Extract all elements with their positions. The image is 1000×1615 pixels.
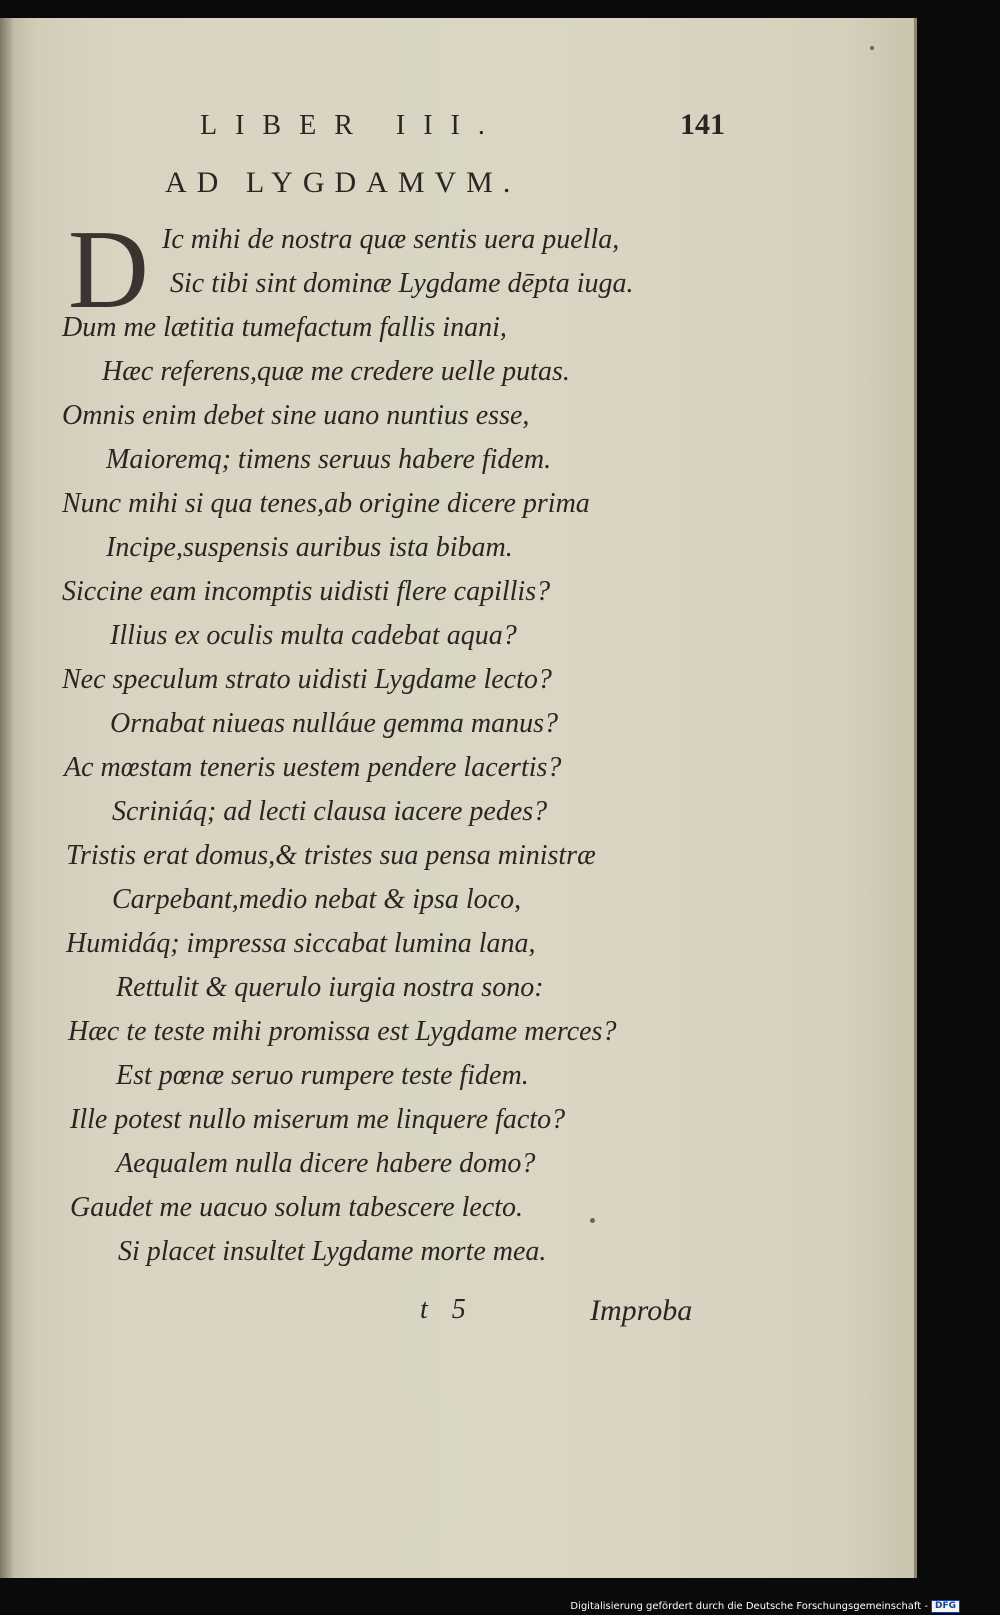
signature-number: 5 [451, 1294, 466, 1325]
drop-cap-initial: D [68, 208, 149, 332]
verse-line: Incipe,suspensis auribus ista bibam. [106, 532, 513, 563]
page-number: 141 [680, 108, 725, 141]
paper-speck [870, 46, 874, 50]
page-text-block [0, 18, 914, 1578]
verse-line: Illius ex oculis multa cadebat aqua? [110, 620, 517, 651]
verse-line: Est pœnæ seruo rumpere teste fidem. [116, 1060, 529, 1091]
verse-line: Dum me lætitia tumefactum fallis inani, [62, 312, 507, 343]
signature-letter: t [420, 1294, 428, 1325]
verse-line: Omnis enim debet sine uano nuntius esse, [62, 400, 530, 431]
poem-title: AD LYGDAMVM. [165, 166, 521, 199]
verse-line: Nec speculum strato uidisti Lygdame lecto? [62, 664, 552, 695]
verse-line: Humidáq; impressa siccabat lumina lana, [66, 928, 536, 959]
verse-line: Siccine eam incomptis uidisti flere capillis? [62, 576, 551, 607]
paper-speck [590, 1218, 595, 1223]
signature-mark [420, 1294, 490, 1326]
verse-line: Ac mœstam teneris uestem pendere lacertis? [64, 752, 562, 783]
credit-text: Digitalisierung gefördert durch die Deutsche Forschungsgemeinschaft - [570, 1601, 928, 1612]
verse-line: Ille potest nullo miserum me linquere facto? [70, 1104, 566, 1135]
verse-line: Ic mihi de nostra quæ sentis uera puella, [162, 224, 620, 255]
verse-line: Rettulit & querulo iurgia nostra sono: [116, 972, 544, 1003]
running-head-title: LIBER III. [200, 110, 503, 141]
verse-line: Sic tibi sint dominæ Lygdame dēpta iuga. [170, 268, 634, 299]
verse-line: Hæc te teste mihi promissa est Lygdame merces? [68, 1016, 617, 1047]
verse-line: Carpebant,medio nebat & ipsa loco, [112, 884, 522, 915]
dfg-logo: DFG [931, 1600, 960, 1613]
catchword: Improba [590, 1294, 693, 1327]
verse-line: Hæc referens,quæ me credere uelle putas. [102, 356, 570, 387]
verse-line: Gaudet me uacuo solum tabescere lecto. [70, 1192, 524, 1223]
verse-line: Aequalem nulla dicere habere domo? [116, 1148, 536, 1179]
verse-line: Si placet insultet Lygdame morte mea. [118, 1236, 547, 1267]
verse-line: Ornabat niueas nulláue gemma manus? [110, 708, 558, 739]
book-page [0, 18, 917, 1578]
verse-line: Nunc mihi si qua tenes,ab origine dicere prima [62, 488, 590, 519]
digitization-credit [570, 1600, 960, 1613]
verse-line: Maioremq; timens seruus habere fidem. [106, 444, 552, 475]
verse-line: Scriniáq; ad lecti clausa iacere pedes? [112, 796, 548, 827]
verse-line: Tristis erat domus,& tristes sua pensa ministræ [66, 840, 596, 871]
